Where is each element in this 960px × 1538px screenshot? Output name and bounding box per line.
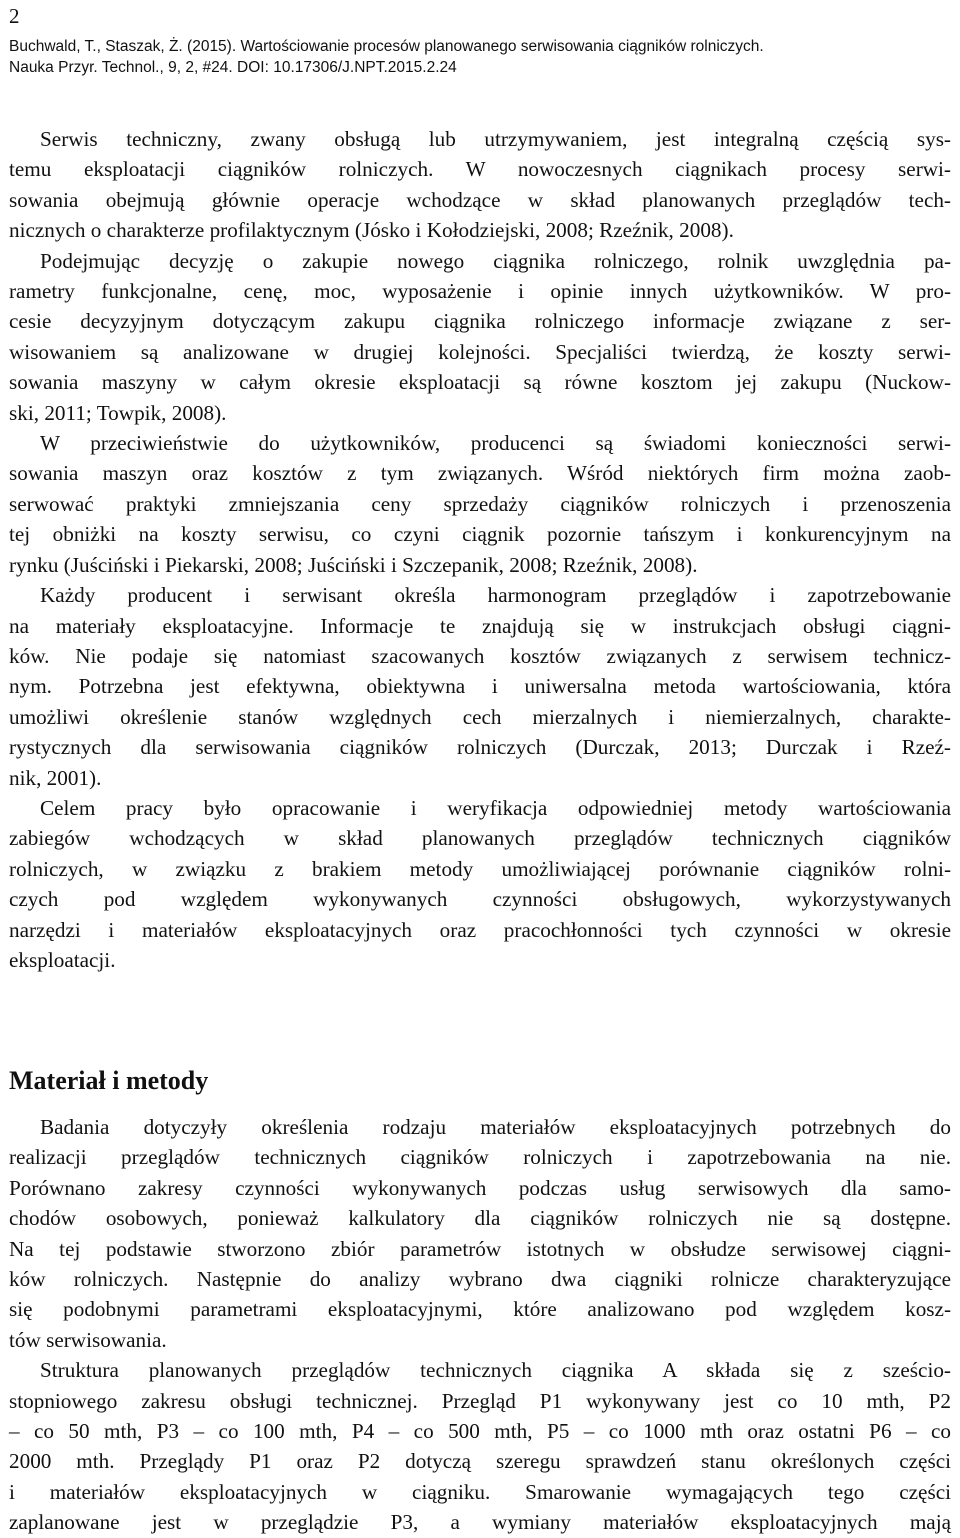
text-line: cesie decyzyjnym dotyczącym zakupu ciągnika rolniczego informacje związane z ser- — [9, 309, 951, 334]
text-line: tów serwisowania. — [9, 1327, 167, 1352]
text-line: ków rolniczych. Następnie do analizy wybrano dwa ciągniki rolnicze charakteryzujące — [9, 1267, 951, 1292]
text-line: zaplanowane jest w przeglądzie P3, a wymiany materiałów eksploatacyjnych mają — [9, 1510, 951, 1535]
text-line: Podejmując decyzję o zakupie nowego ciągnika rolniczego, rolnik uwzględnia pa- — [40, 248, 951, 273]
text-line: eksploatacji. — [9, 947, 116, 972]
text-line: nik, 2001). — [9, 765, 102, 790]
text-line: chodów osobowych, ponieważ kalkulatory dla ciągników rolniczych nie są dostępne. — [9, 1206, 951, 1231]
text-line: sowania maszyny w całym okresie eksploatacji są równe kosztom jej zakupu (Nuckow- — [9, 370, 951, 395]
section-heading-materials-methods: Materiał i metody — [9, 1065, 209, 1095]
text-line: narzędzi i materiałów eksploatacyjnych oraz pracochłonności tych czynności w okresie — [9, 917, 951, 942]
text-line: umożliwi określenie stanów względnych cech mierzalnych i niemierzalnych, charakte- — [9, 704, 951, 729]
text-line: Każdy producent i serwisant określa harmonogram przeglądów i zapotrzebowanie — [40, 583, 951, 608]
text-line: Badania dotyczyły określenia rodzaju materiałów eksploatacyjnych potrzebnych do — [40, 1115, 951, 1139]
text-line: rystycznych dla serwisowania ciągników rolniczych (Durczak, 2013; Durczak i Rzeź- — [9, 735, 951, 760]
page-number: 2 — [9, 4, 20, 28]
text-line: rolniczych, w związku z brakiem metody umożliwiającej porównanie ciągników rolni- — [9, 856, 951, 881]
text-line: 2000 mth. Przeglądy P1 oraz P2 dotyczą szeregu sprawdzeń stanu określonych części — [9, 1449, 951, 1474]
text-line: stopniowego zakresu obsługi technicznej. Przegląd P1 wykonywany jest co 10 mth, P2 — [9, 1388, 951, 1413]
text-line: rametry funkcjonalne, cenę, moc, wyposażenie i opinie innych użytkowników. W pro- — [9, 279, 951, 304]
text-line: Struktura planowanych przeglądów technicznych ciągnika A składa się z sześcio- — [40, 1358, 951, 1383]
text-line: nicznych o charakterze profilaktycznym (Jósko i Kołodziejski, 2008; Rzeźnik, 2008). — [9, 218, 734, 243]
text-line: Porównano zakresy czynności wykonywanych podczas usług serwisowych dla samo- — [9, 1175, 951, 1200]
citation-header — [9, 36, 951, 78]
text-line: ków. Nie podaje się natomiast szacowanych kosztów związanych z serwisem technicz- — [9, 643, 951, 668]
text-line: Serwis techniczny, zwany obsługą lub utrzymywaniem, jest integralną częścią sys- — [40, 127, 951, 151]
text-line: Celem pracy było opracowanie i weryfikacja odpowiedniej metody wartościowania — [40, 795, 951, 820]
text-line: serwować praktyki zmniejszania ceny sprzedaży ciągników rolniczych i przenoszenia — [9, 491, 951, 516]
text-line: tej obniżki na koszty serwisu, co czyni ciągnik pozornie tańszym i konkurencyjnym na — [9, 522, 951, 547]
text-line: na materiały eksploatacyjne. Informacje te znajdują się w instrukcjach obsługi ciągni- — [9, 613, 951, 638]
materials-methods-section — [9, 1112, 951, 1538]
citation-line: Nauka Przyr. Technol., 9, 2, #24. DOI: 10.17306/J.NPT.2015.2.24 — [9, 59, 457, 76]
text-line: realizacji przeglądów technicznych ciągników rolniczych i zapotrzebowania na nie. — [9, 1145, 951, 1170]
introduction-section — [9, 124, 951, 975]
text-line: wisowaniem są analizowane w drugiej kolejności. Specjaliści twierdzą, że koszty serwi- — [9, 339, 951, 364]
text-line: ski, 2011; Towpik, 2008). — [9, 400, 227, 425]
text-line: się podobnymi parametrami eksploatacyjnymi, które analizowano pod względem kosz- — [9, 1297, 951, 1322]
text-line: sowania obejmują głównie operacje wchodzące w skład planowanych przeglądów tech- — [9, 187, 951, 212]
text-line: nym. Potrzebna jest efektywna, obiektywna i uniwersalna metoda wartościowania, która — [9, 674, 951, 699]
text-line: rynku (Juściński i Piekarski, 2008; Juściński i Szczepanik, 2008; Rzeźnik, 2008). — [9, 552, 698, 577]
text-line: temu eksploatacji ciągników rolniczych. W nowoczesnych ciągnikach procesy serwi- — [9, 157, 951, 182]
text-line: W przeciwieństwie do użytkowników, producenci są świadomi konieczności serwi- — [40, 431, 951, 456]
text-line: i materiałów eksploatacyjnych w ciągniku. Smarowanie wymagających tego części — [9, 1479, 951, 1504]
citation-line: Buchwald, T., Staszak, Ż. (2015). Wartościowanie procesów planowanego serwisowania ciągników rolniczych. — [9, 38, 764, 55]
text-line: czych pod względem wykonywanych czynności obsługowych, wykorzystywanych — [9, 887, 951, 912]
text-line: – co 50 mth, P3 – co 100 mth, P4 – co 500 mth, P5 – co 1000 mth oraz ostatni P6 – co — [9, 1419, 951, 1444]
text-line: Na tej podstawie stworzono zbiór parametrów istotnych w obsłudze serwisowej ciągni- — [9, 1236, 951, 1261]
text-line: zabiegów wchodzących w skład planowanych przeglądów technicznych ciągników — [9, 826, 951, 851]
text-line: sowania maszyn oraz kosztów z tym związanych. Wśród niektórych firm można zaob- — [9, 461, 951, 486]
